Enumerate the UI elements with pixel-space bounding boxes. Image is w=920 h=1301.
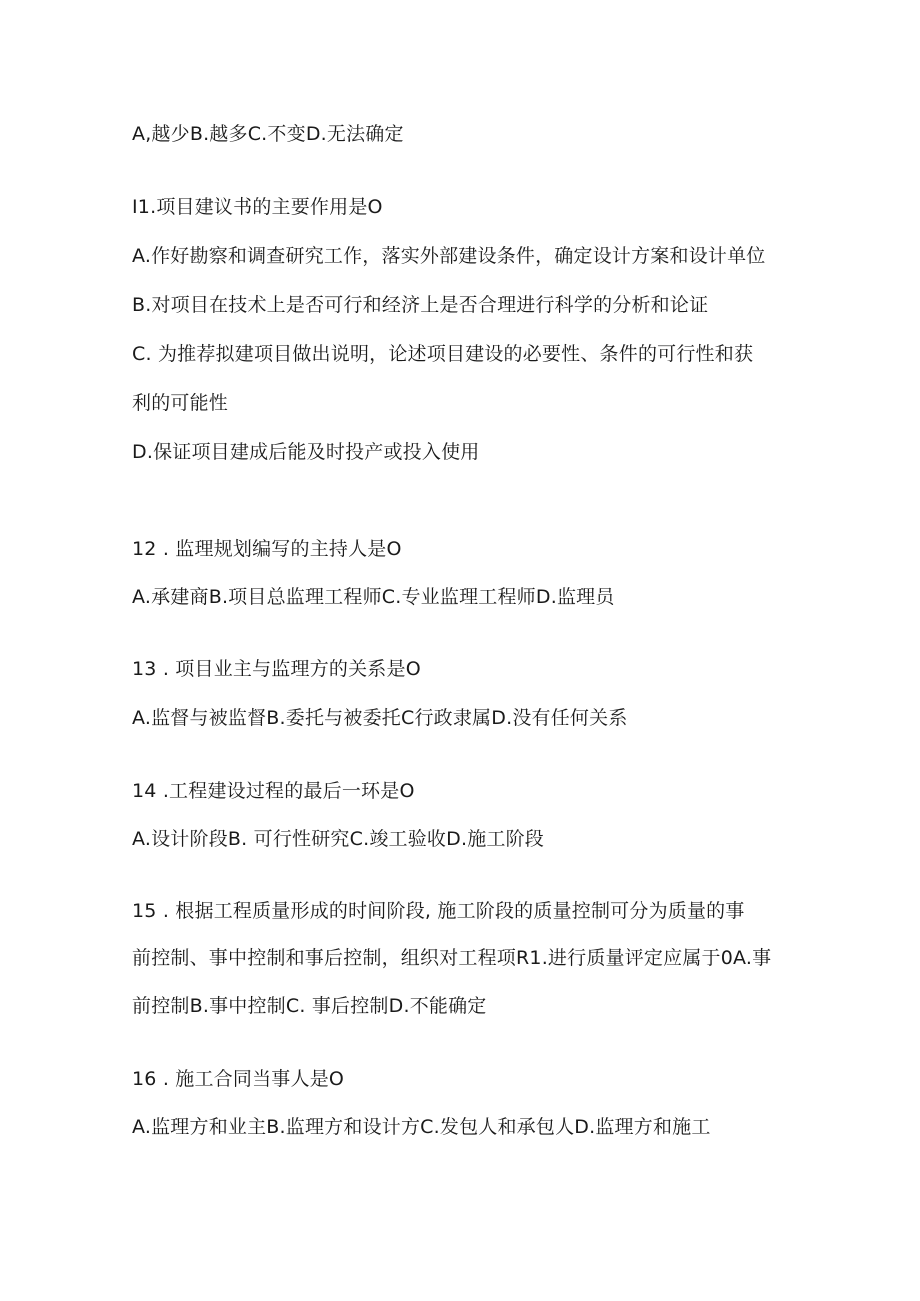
q13-question: 13 . 项目业主与监理方的关系是O [132, 658, 421, 680]
q12-options: A.承建商B.项目总监理工程师C.专业监理工程师D.监理员 [132, 586, 615, 608]
q16-options: A.监理方和业主B.监理方和设计方C.发包人和承包人D.监理方和施工 [132, 1116, 711, 1138]
q14-question: 14 .工程建设过程的最后一环是O [132, 780, 415, 802]
q10-options: A,越少B.越多C.不变D.无法确定 [132, 123, 404, 145]
q11-question: I1.项目建议书的主要作用是O [132, 196, 383, 218]
q15-options: 前控制B.事中控制C. 事后控制D.不能确定 [132, 995, 487, 1017]
q11-option-c: C. 为推荐拟建项目做出说明，论述项目建设的必要性、条件的可行性和获 [132, 343, 754, 365]
q13-options: A.监督与被监督B.委托与被委托C行政隶属D.没有任何关系 [132, 707, 628, 729]
q15-question: 15 . 根据工程质量形成的时间阶段, 施工阶段的质量控制可分为质量的事 [132, 900, 745, 922]
q11-option-c-cont: 利的可能性 [132, 392, 229, 414]
q11-option-b: B.对项目在技术上是否可行和经济上是否合理进行科学的分析和论证 [132, 294, 709, 316]
q11-option-a: A.作好勘察和调查研究工作，落实外部建设条件，确定设计方案和设计单位 [132, 245, 766, 267]
q12-question: 12 . 监理规划编写的主持人是O [132, 538, 402, 560]
q11-option-d: D.保证项目建成后能及时投产或投入使用 [132, 441, 480, 463]
q14-options: A.设计阶段B. 可行性研究C.竣工验收D.施工阶段 [132, 828, 544, 850]
q16-question: 16 . 施工合同当事人是O [132, 1068, 345, 1090]
q15-question-cont: 前控制、事中控制和事后控制，组织对工程项R1.进行质量评定应属于0A.事 [132, 947, 772, 969]
